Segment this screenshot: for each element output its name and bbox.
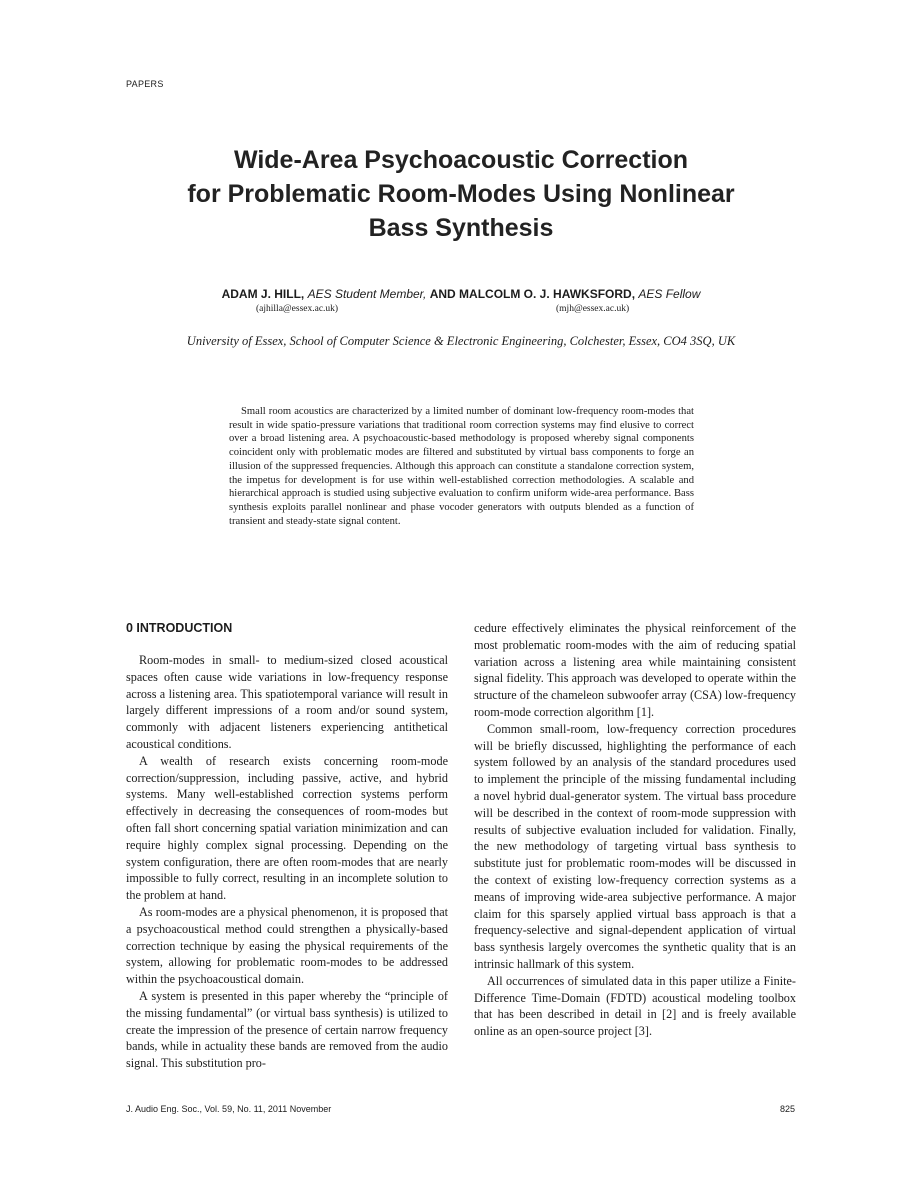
author-2-name: MALCOLM O. J. HAWKSFORD, [459, 287, 636, 301]
title-line: for Problematic Room-Modes Using Nonlinear [187, 180, 735, 208]
page-number: 825 [780, 1104, 796, 1114]
paper-title [100, 143, 822, 245]
section-heading: 0 INTRODUCTION [126, 621, 233, 635]
left-column [126, 652, 448, 1072]
body-paragraph: Common small-room, low-frequency correction procedures will be briefly discussed, highlighting the performance of each system followed by an analysis of the standard procedures used to implement the principle of the missing fundamental including a novel hybrid dual-generator system. The virtual bass procedure will be described in the context of room-mode suppression with results of subjective evaluation included for validation. Finally, the new methodology of targeting virtual bass synthesis to substitute just for problematic room-modes will be discussed in the context of existing low-frequency correction systems as a means of improving wide-area subjective performance. A major claim for this sparsely applied virtual bass approach is that a frequency-selective and signal-dependent application of virtual bass synthesis largely overcomes the synthetic quality that is an intrinsic hallmark of this system. [474, 721, 796, 971]
abstract: Small room acoustics are characterized by a limited number of dominant low-frequency room-modes that result in wide spatio-pressure variations that traditional room correction systems may find elusive to correct over a broad listening area. A psychoacoustic-based methodology is proposed whereby signal components coincident only with problematic modes are filtered and substituted by virtual bass components to forge an illusion of the suppressed frequencies. Although this approach can constitute a standalone correction system, the impetus for development is for use within well-established correction methodologies. A scalable and hierarchical approach is studied using subjective evaluation to confirm uniform wide-area performance. Bass synthesis exploits parallel nonlinear and phase vocoder generators with outputs blended as a function of transient and steady-state signal content. [229, 406, 694, 527]
body-paragraph: Room-modes in small- to medium-sized closed acoustical spaces often cause wide variations in low-frequency response across a listening area. This spatiotemporal variance will result in largely different impressions of a room and/or sound system, commonly with adjacent listeners experiencing antithetical acoustical conditions. [126, 653, 448, 751]
title-line: Bass Synthesis [368, 214, 554, 242]
author-1-name: ADAM J. HILL, [221, 287, 305, 301]
body-paragraph: As room-modes are a physical phenomenon, it is proposed that a psychoacoustical method could strengthen a physically-based correction technique by easing the physical requirements of the system, allowing for problematic room-modes to be addressed within the psychoacoustical domain. [126, 904, 448, 987]
author-line [100, 287, 822, 301]
right-column [474, 620, 796, 1040]
section-label: PAPERS [126, 79, 164, 89]
body-paragraph: All occurrences of simulated data in this paper utilize a Finite-Difference Time-Domain (FDTD) acoustical modeling toolbox that has been described in detail in [2] and is freely available online as an open-source project [3]. [474, 973, 796, 1039]
title-line: Wide-Area Psychoacoustic Correction [233, 146, 689, 174]
author-1-email: (ajhilla@essex.ac.uk) [256, 304, 339, 314]
body-paragraph: A wealth of research exists concerning room-mode correction/suppression, including passive, active, and hybrid systems. Many well-established correction systems perform effectively in decreasing the consequences of room-modes but often fall short concerning spatial variation minimization and can require highly complex signal processing. Depending on the system configuration, there are often room-modes that are nearly impossible to fully correct, resulting in an incomplete solution to the problem at hand. [126, 753, 448, 903]
author-2-role: AES Fellow [638, 287, 701, 301]
body-paragraph-continued: cedure effectively eliminates the physical reinforcement of the most problematic room-modes with the aim of reducing spatial variation across a listening area while maintaining consistent signal fidelity. This approach was developed to operate within the structure of the chameleon subwoofer array (CSA) low-frequency room-mode correction algorithm [1]. [474, 621, 796, 719]
author-2-email: (mjh@essex.ac.uk) [556, 304, 630, 314]
footer-citation: J. Audio Eng. Soc., Vol. 59, No. 11, 2011 November [126, 1104, 332, 1114]
author-1-role: AES Student Member, [307, 287, 427, 301]
body-paragraph: A system is presented in this paper whereby the “principle of the missing fundamental” (or virtual bass synthesis) is utilized to create the impression of the presence of certain narrow frequency bands, while in actuality these bands are removed from the audio signal. This substitution pro- [126, 988, 448, 1071]
affiliation: University of Essex, School of Computer Science & Electronic Engineering, Colchester, Essex, CO4 3SQ, UK [186, 334, 736, 348]
author-connector: AND [429, 287, 456, 301]
